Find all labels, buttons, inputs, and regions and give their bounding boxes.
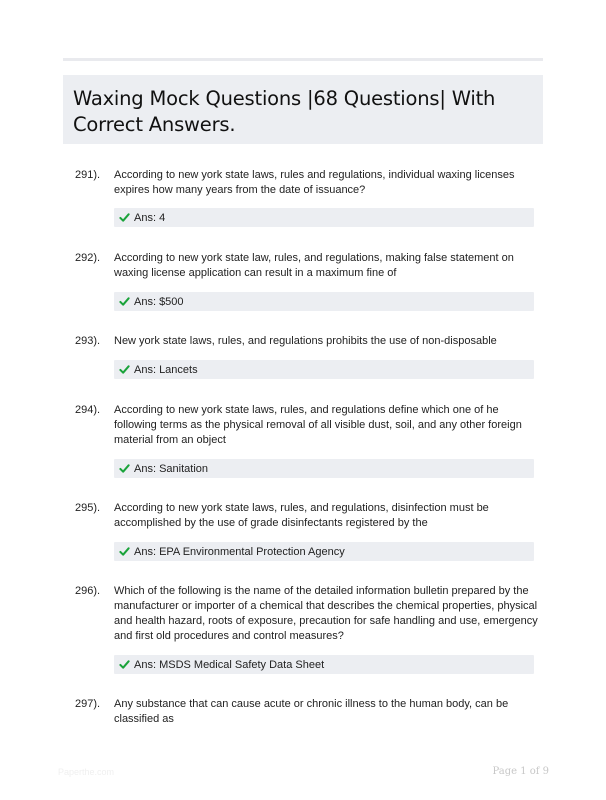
footer-site: Paperthe.com: [58, 767, 115, 777]
top-divider: [63, 58, 543, 61]
question-number: 296).: [75, 585, 101, 597]
answer-box: [114, 292, 534, 311]
check-icon: [119, 296, 130, 307]
answer-text: Ans: $500: [134, 295, 184, 308]
check-icon: [119, 212, 130, 223]
question-text: According to new york state laws, rules, and regulations define which one of he following terms as the physical removal of all visible dust, soil, and any other foreign material from an object: [114, 404, 522, 446]
question-text: According to new york state laws, rules and regulations, individual waxing licenses expires how many years from the date of issuance?: [114, 169, 515, 196]
answer-text: Ans: Lancets: [134, 363, 198, 376]
answer-box: [114, 655, 534, 674]
check-icon: [119, 546, 130, 557]
question-text: New york state laws, rules, and regulations prohibits the use of non-disposable: [114, 335, 497, 347]
answer-text: Ans: EPA Environmental Protection Agency: [134, 545, 345, 558]
question-number: 292).: [75, 252, 101, 264]
page-number: Page 1 of 9: [492, 766, 549, 777]
question-number: 295).: [75, 502, 101, 514]
question-number: 293).: [75, 335, 101, 347]
question-text: Which of the following is the name of the detailed information bulletin prepared by the manufacturer or importer of a chemical that describes the chemical properties, physical and health hazard, roots of exposure, precaution for safe handling and use, emergency and first old procedures and control measures?: [114, 585, 538, 642]
answer-text: Ans: MSDS Medical Safety Data Sheet: [134, 658, 325, 671]
answer-text: Ans: Sanitation: [134, 462, 208, 475]
question-number: 297).: [75, 698, 101, 710]
title-banner: [63, 75, 543, 144]
question-number: 291).: [75, 169, 101, 181]
answer-box: [114, 208, 534, 227]
question-text: According to new york state laws, rules, and regulations, disinfection must be accomplished by the use of grade disinfectants registered by the: [114, 502, 489, 529]
answer-box: [114, 542, 534, 561]
question-text: According to new york state law, rules, and regulations, making false statement on waxing license application can result in a maximum fine of: [114, 252, 514, 279]
question-number: 294).: [75, 404, 101, 416]
page-title: Waxing Mock Questions |68 Questions| With Correct Answers.: [73, 87, 496, 136]
check-icon: [119, 463, 130, 474]
answer-box: [114, 360, 534, 379]
answer-text: Ans: 4: [134, 211, 166, 224]
check-icon: [119, 364, 130, 375]
check-icon: [119, 659, 130, 670]
question-text: Any substance that can cause acute or chronic illness to the human body, can be classified as: [114, 698, 509, 725]
answer-box: [114, 459, 534, 478]
